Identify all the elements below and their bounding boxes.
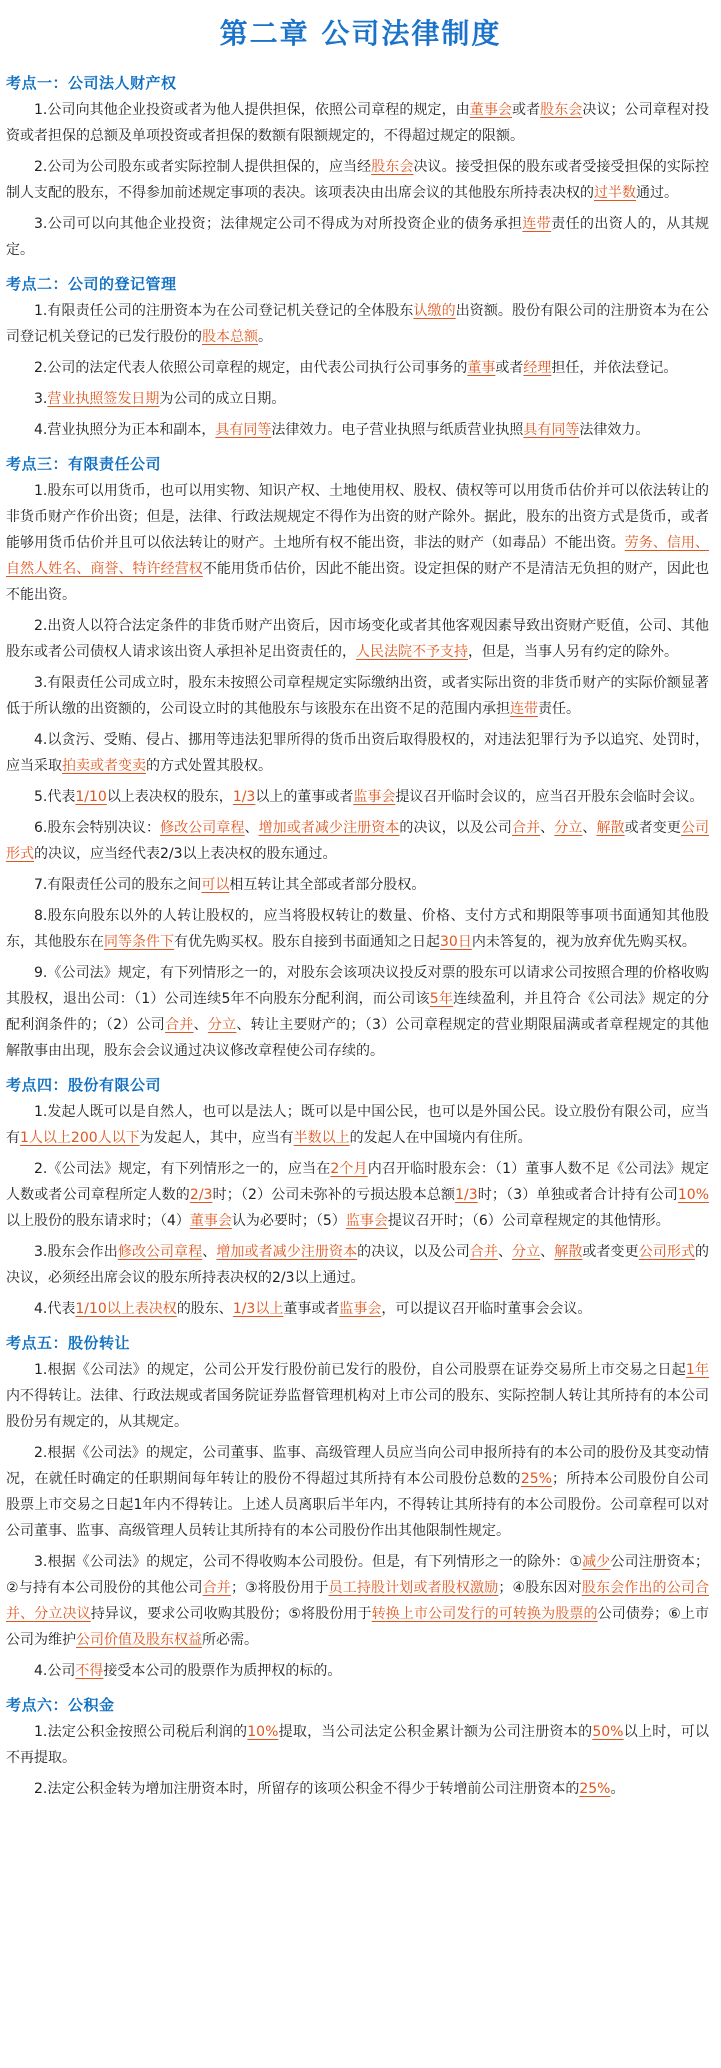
text-segment: 持异议，要求公司收购其股份；⑤将股份用于 (90, 1606, 372, 1622)
paragraph (6, 784, 709, 810)
highlighted-term: 合并 (165, 1017, 194, 1033)
text-segment: 责任的出资人的，从其规定。 (6, 216, 710, 258)
highlighted-term: 转换上市公司发行的可转换为股票的 (371, 1606, 598, 1622)
text-segment: 、 (202, 1244, 217, 1260)
highlighted-term: 1/3 (232, 789, 256, 805)
paragraph (6, 670, 709, 722)
paragraph (6, 417, 709, 443)
text-segment: 9.《公司法》规定，有下列情形之一的，对股东会该项决议投反对票的股东可以请求公司按照合理的价格收购其股权，退出公司：（1）公司连续5年不向股东分配利润，而公司该 (6, 965, 709, 1007)
highlighted-term: 拍卖或者变卖 (62, 758, 146, 774)
text-segment: 不能用货币估价，因此不能出资。设定担保的财产不是清洁无负担的财产，因此也不能出资。 (6, 561, 710, 603)
highlighted-term: 半数以上 (293, 1130, 350, 1146)
highlighted-term: 修改公司章程 (160, 820, 245, 836)
highlighted-term: 30日 (440, 934, 472, 950)
highlighted-term: 1/3以上 (232, 1301, 284, 1317)
text-segment: 连续盈利，并且符合《公司法》规定的分配利润条件的；（2）公司 (6, 991, 709, 1033)
text-segment: 相互转让其全部或者部分股权。 (229, 877, 426, 893)
paragraph (6, 960, 709, 1064)
text-segment: 3.有限责任公司成立时，股东未按照公司章程规定实际缴纳出资，或者实际出资的非货币财产的实际价额显著低于所认缴的出资额的，公司设立时的其他股东与该股东在出资不足的范围内承担 (6, 675, 709, 717)
section-title: 考点五：股份转让 (6, 1334, 131, 1352)
highlighted-term: 增加或者减少注册资本 (258, 820, 400, 836)
paragraph (6, 613, 709, 665)
text-segment: 1.有限责任公司的注册资本为在公司登记机关登记的全体股东 (34, 303, 414, 319)
highlighted-term: 25% (579, 1781, 611, 1797)
text-segment: 提议召开临时会议的，应当召开股东会临时会议。 (395, 789, 704, 805)
text-segment: 所必需。 (202, 1632, 258, 1648)
paragraph (6, 903, 709, 955)
text-segment: 的决议，以及公司 (357, 1244, 470, 1260)
highlighted-term: 1/10以上表决权 (75, 1301, 177, 1317)
text-segment: 3.股东会作出 (34, 1244, 118, 1260)
section-title: 考点四：股份有限公司 (6, 1076, 162, 1094)
text-segment: ，但是，当事人另有约定的除外。 (468, 644, 678, 660)
highlighted-term: 减少 (582, 1554, 611, 1570)
text-segment: 公司债券；⑥上市公司为维护 (6, 1606, 709, 1648)
text-segment: 6.股东会特别决议： (34, 820, 161, 836)
highlighted-term: 2/3 (189, 1187, 213, 1203)
text-segment: 法律效力。 (579, 422, 650, 438)
highlighted-term: 劳务、信用、自然人姓名、商誉、特许经营权 (6, 535, 710, 577)
section (0, 453, 721, 1064)
text-segment: 或者 (495, 360, 524, 376)
highlighted-term: 股东会 (371, 159, 414, 175)
paragraph (6, 872, 709, 898)
text-segment: 内未答复的，视为放弃优先购买权。 (471, 934, 696, 950)
text-segment: 4.代表 (34, 1301, 76, 1317)
text-segment: 以上的董事或者 (255, 789, 354, 805)
text-segment: 内召开临时股东会：（1）董事人数不足《公司法》规定人数或者公司章程所定人数的 (6, 1161, 709, 1203)
text-segment: 2.公司为公司股东或者实际控制人提供担保的，应当经 (34, 159, 372, 175)
highlighted-term: 营业执照签发日期 (47, 391, 160, 407)
text-segment: 时；（3）单独或者合计持有公司 (477, 1187, 678, 1203)
paragraph (6, 154, 709, 206)
text-segment: 有优先购买权。股东自接到书面通知之日起 (174, 934, 440, 950)
paragraph (6, 815, 709, 867)
text-segment: 决议；公司章程对投资或者担保的总额及单项投资或者担保的数额有限额规定的，不得超过规定的限额。 (6, 102, 710, 144)
highlighted-term: 经理 (523, 360, 552, 376)
text-segment: 1.股东可以用货币，也可以用实物、知识产权、土地使用权、股权、债权等可以用货币估价并可以依法转让的非货币财产作价出资；但是，法律、行政法规规定不得作为出资的财产除外。据此，股东的出资方式是货币，或者能够用货币估价并且可以依法转让的财产。土地所有权不能出资，非法的财产（如毒品）不能出资。 (6, 483, 709, 551)
section (0, 72, 721, 263)
text-segment: 2.出资人以符合法定条件的非货币财产出资后，因市场变化或者其他客观因素导致出资财产贬值，公司、其他股东或者公司债权人请求该出资人承担补足出资责任的， (6, 618, 709, 660)
sections-container (0, 72, 721, 1802)
highlighted-term: 合并 (512, 820, 541, 836)
paragraph (6, 1296, 709, 1322)
paragraph (6, 1776, 709, 1802)
text-segment: 2.法定公积金转为增加注册资本时，所留存的该项公积金不得少于转增前公司注册资本的 (34, 1781, 580, 1797)
text-segment: 认为必要时；（5） (231, 1213, 346, 1229)
text-segment: 2.根据《公司法》的规定，公司董事、监事、高级管理人员应当向公司申报所持有的本公司的股份及其变动情况，在就任时确定的任职期间每年转让的股份不得超过其所持有本公司股份总数的 (6, 1445, 709, 1487)
highlighted-term: 1/3 (455, 1187, 478, 1203)
text-segment: 法律效力。电子营业执照与纸质营业执照 (271, 422, 524, 438)
highlighted-term: 10% (677, 1187, 710, 1203)
highlighted-term: 股本总额 (202, 329, 258, 345)
paragraph (6, 1156, 709, 1234)
text-segment: 的决议，必须经出席会议的股东所持表决权的2/3以上通过。 (6, 1244, 710, 1286)
text-segment: 3.公司可以向其他企业投资；法律规定公司不得成为对所投资企业的债务承担 (34, 216, 523, 232)
section (0, 273, 721, 443)
text-segment: 提议召开时；（6）公司章程规定的其他情形。 (387, 1213, 670, 1229)
highlighted-term: 公司价值及股东权益 (76, 1632, 202, 1648)
text-segment: 2.公司的法定代表人依照公司章程的规定，由代表公司执行公司事务的 (34, 360, 468, 376)
text-segment: 的决议，以及公司 (399, 820, 513, 836)
text-segment: 通过。 (636, 185, 678, 201)
highlighted-term: 股东会 (540, 102, 583, 118)
text-segment: ；④股东因对 (498, 1580, 582, 1596)
text-segment: 以上表决权的股东， (106, 789, 233, 805)
paragraph (6, 1239, 709, 1291)
text-segment: 时；（2）公司未弥补的亏损达股本总额 (212, 1187, 456, 1203)
text-segment: 、转让主要财产的；（3）公司章程规定的营业期限届满或者章程规定的其他解散事由出现，股东会会议通过决议修改章程使公司存续的。 (6, 1017, 710, 1059)
highlighted-term: 1/10 (75, 789, 107, 805)
highlighted-term: 认缴的 (413, 303, 456, 319)
text-segment: 的决议，应当经代表2/3以上表决权的股东通过。 (34, 846, 337, 862)
text-segment: 3.根据《公司法》的规定，公司不得收购本公司股份。但是，有下列情形之一的除外：① (34, 1554, 583, 1570)
text-segment: 责任。 (538, 701, 580, 717)
text-segment: 、 (540, 1244, 555, 1260)
highlighted-term: 合并 (202, 1580, 231, 1596)
paragraph (6, 727, 709, 779)
paragraph (6, 211, 709, 263)
text-segment: 决议。接受担保的股东或者受接受担保的实际控制人支配的股东，不得参加前述规定事项的表决。该项表决由出席会议的其他股东所持表决权的 (6, 159, 710, 201)
text-segment: 、 (244, 820, 259, 836)
text-segment: 4.营业执照分为正本和副本， (34, 422, 216, 438)
text-segment: 为发起人，其中，应当有 (139, 1130, 294, 1146)
highlighted-term: 人民法院不予支持 (356, 644, 468, 660)
highlighted-term: 分立 (207, 1017, 237, 1033)
text-segment: 、 (582, 820, 597, 836)
highlighted-term: 合并 (469, 1244, 498, 1260)
text-segment: 1.根据《公司法》的规定，公司公开发行股份前已发行的股份，自公司股票在证券交易所上市交易之日起 (34, 1362, 686, 1378)
text-segment: 1.发起人既可以是自然人，也可以是法人；既可以是中国公民，也可以是外国公民。设立股份有限公司，应当有 (6, 1104, 709, 1146)
page-title: 第二章 公司法律制度 (219, 17, 502, 50)
text-segment: 为公司的成立日期。 (159, 391, 286, 407)
text-segment: 、 (497, 1244, 513, 1260)
text-segment: 2.《公司法》规定，有下列情形之一的，应当在 (34, 1161, 331, 1177)
paragraph (6, 1719, 709, 1771)
text-segment: 3. (34, 391, 48, 407)
text-segment: 4.以贪污、受贿、侵占、挪用等违法犯罪所得的货币出资后取得股权的，对违法犯罪行为予以追究、处罚时，应当采取 (6, 732, 709, 774)
text-segment: 接受本公司的股票作为质押权的标的。 (103, 1663, 342, 1679)
paragraph (6, 1440, 709, 1544)
text-segment: 7.有限责任公司的股东之间 (34, 877, 202, 893)
text-segment: ；③将股份用于 (230, 1580, 329, 1596)
section-title: 考点二：公司的登记管理 (6, 275, 177, 293)
highlighted-term: 增加或者减少注册资本 (216, 1244, 358, 1260)
paragraph (6, 478, 709, 608)
paragraph (6, 1099, 709, 1151)
highlighted-term: 公司形式 (6, 820, 710, 862)
paragraph (6, 97, 709, 149)
highlighted-term: 不得 (75, 1663, 104, 1679)
paragraph (6, 1549, 709, 1653)
text-segment: 出资额。股份有限公司的注册资本为在公司登记机关登记的已发行股份的 (6, 303, 710, 345)
text-segment: 内不得转让。法律、行政法规或者国务院证券监督管理机构对上市公司的股东、实际控制人转让其所持有的本公司股份另有规定的，从其规定。 (6, 1388, 709, 1430)
highlighted-term: 1人以上200人以下 (20, 1130, 140, 1146)
text-segment: 。 (610, 1781, 625, 1797)
text-segment: 或者 (512, 102, 541, 118)
paragraph (6, 298, 709, 350)
highlighted-term: 修改公司章程 (117, 1244, 203, 1260)
text-segment: 担任，并依法登记。 (551, 360, 678, 376)
text-segment: 或者变更 (624, 820, 681, 836)
text-segment: ；所持本公司股份自公司股票上市交易之日起1年内不得转让。上述人员离职后半年内，不得转让其所持有的本公司股份。公司章程可以对公司董事、监事、高级管理人员转让其所持有的本公司股份作出其他限制性规定。 (6, 1471, 710, 1539)
highlighted-term: 1年 (685, 1362, 709, 1378)
text-segment: 或者变更 (582, 1244, 639, 1260)
text-segment: 以上时，可以不再提取。 (6, 1724, 710, 1766)
highlighted-term: 同等条件下 (104, 934, 174, 950)
section (0, 1694, 721, 1802)
highlighted-term: 分立 (554, 820, 583, 836)
highlighted-term: 10% (247, 1724, 279, 1740)
highlighted-term: 过半数 (594, 185, 636, 201)
section-title: 考点一：公司法人财产权 (6, 74, 177, 92)
highlighted-term: 公司形式 (638, 1244, 696, 1260)
text-segment: 。 (258, 329, 272, 345)
highlighted-term: 董事会 (469, 102, 512, 118)
highlighted-term: 2个月 (330, 1161, 368, 1177)
highlighted-term: 股东会作出的公司合并、分立决议 (6, 1580, 710, 1622)
highlighted-term: 董事 (467, 360, 496, 376)
highlighted-term: 监事会 (339, 1301, 382, 1317)
highlighted-term: 连带 (510, 701, 538, 717)
highlighted-term: 员工持股计划或者股权激励 (328, 1580, 499, 1596)
section-title: 考点六：公积金 (6, 1696, 115, 1714)
highlighted-term: 5年 (429, 991, 454, 1007)
highlighted-term: 25% (520, 1471, 552, 1487)
highlighted-term: 解散 (554, 1244, 583, 1260)
highlighted-term: 监事会 (345, 1213, 388, 1229)
highlighted-term: 董事会 (189, 1213, 232, 1229)
text-segment: 公司注册资本；②与持有本公司股份的其他公司 (6, 1554, 710, 1596)
text-segment: 董事或者 (283, 1301, 340, 1317)
highlighted-term: 解散 (596, 820, 625, 836)
highlighted-term: 连带 (522, 216, 552, 232)
paragraph (6, 1357, 709, 1435)
section (0, 1332, 721, 1684)
highlighted-term: 具有同等 (215, 422, 272, 438)
text-segment: 的方式处置其股权。 (146, 758, 272, 774)
text-segment: 以上股份的股东请求时；（4） (6, 1213, 190, 1229)
highlighted-term: 监事会 (353, 789, 396, 805)
highlighted-term: 可以 (201, 877, 230, 893)
paragraph (6, 386, 709, 412)
text-segment: ，可以提议召开临时董事会会议。 (381, 1301, 592, 1317)
text-segment: 4.公司 (34, 1663, 76, 1679)
text-segment: 1.公司向其他企业投资或者为他人提供担保，依照公司章程的规定，由 (34, 102, 470, 118)
text-segment: 5.代表 (34, 789, 76, 805)
highlighted-term: 分立 (512, 1244, 541, 1260)
text-segment: 8.股东向股东以外的人转让股权的，应当将股权转让的数量、价格、支付方式和期限等事项书面通知其他股东，其他股东在 (6, 908, 709, 950)
highlighted-term: 50% (592, 1724, 624, 1740)
text-segment: 1.法定公积金按照公司税后利润的 (34, 1724, 248, 1740)
section (0, 1074, 721, 1322)
text-segment: 提取，当公司法定公积金累计额为公司注册资本的 (278, 1724, 593, 1740)
highlighted-term: 具有同等 (523, 422, 580, 438)
text-segment: 的发起人在中国境内有住所。 (349, 1130, 532, 1146)
text-segment: 、 (193, 1017, 208, 1033)
text-segment: 的股东、 (176, 1301, 233, 1317)
paragraph (6, 355, 709, 381)
paragraph (6, 1658, 709, 1684)
section-title: 考点三：有限责任公司 (6, 455, 162, 473)
text-segment: 、 (540, 820, 555, 836)
